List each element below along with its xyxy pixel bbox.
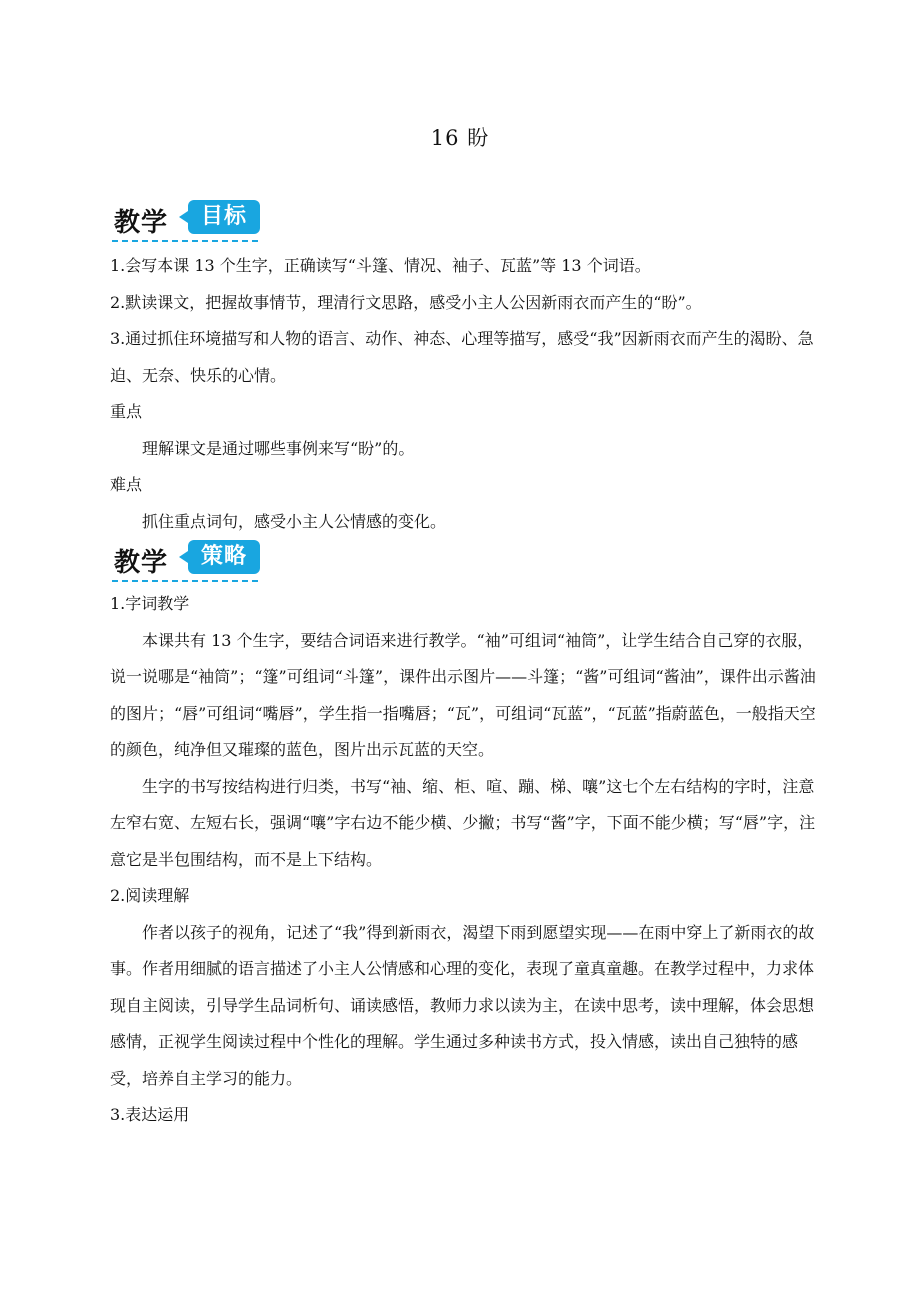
key-point-label: 重点	[110, 402, 143, 421]
section-heading-main: 教学	[114, 548, 169, 578]
strategy-paragraph: 作者以孩子的视角，记述了“我”得到新雨衣，渴望下雨到愿望实现——在雨中穿上了新雨衣的故事。作者用细腻的语言描述了小主人公情感和心理的变化，表现了童真童趣。在教学过程中，力求体现自主阅读，引导学生品词析句、诵读感悟，教师力求以读为主，在读中思考，读中理解，体会思想感情，正视学生阅读过程中个性化的理解。学生通过多种读书方式，投入情感，读出自己独特的感受，培养自主学习的能力。	[110, 922, 815, 1088]
difficulty-text: 抓住重点词句，感受小主人公情感的变化。	[142, 511, 447, 531]
section-heading-strategy	[112, 540, 262, 584]
goal-item-2: 2.默读课文，把握故事情节，理清行文思路，感受小主人公因新雨衣而产生的“盼”。	[110, 292, 702, 312]
goal-item-1: 1.会写本课 13 个生字，正确读写“斗篷、情况、袖子、瓦蓝”等 13 个词语。	[110, 256, 651, 275]
strategy-paragraph: 本课共有 13 个生字，要结合词语来进行教学。“袖”可组词“袖筒”，让学生结合自己穿的衣服，说一说哪是“袖筒”；“篷”可组词“斗篷”，课件出示图片——斗篷；“酱”可组词“酱油”，课件出示酱油的图片；“唇”可组词“嘴唇”，学生指一指嘴唇；“瓦”，可组词“瓦蓝”，“瓦蓝”指蔚蓝色，一般指天空的颜色，纯净但又璀璨的蓝色，图片出示瓦蓝的天空。	[110, 630, 816, 759]
section-heading-tag: 策略	[188, 540, 260, 574]
section-heading-goals	[112, 200, 262, 244]
difficulty-label: 难点	[110, 475, 143, 494]
strategy-heading-vocabulary: 1.字词教学	[110, 594, 190, 613]
lesson-title: 16 盼	[430, 126, 490, 150]
goal-item-3: 3.通过抓住环境描写和人物的语言、动作、神态、心理等描写，感受“我”因新雨衣而产生的渴盼、急迫、无奈、快乐的心情。	[110, 329, 814, 385]
key-point-text: 理解课文是通过哪些事例来写“盼”的。	[142, 438, 415, 458]
section-heading-main: 教学	[114, 208, 169, 238]
dashed-divider	[112, 240, 258, 242]
dashed-divider	[112, 580, 258, 582]
strategy-paragraph: 生字的书写按结构进行归类，书写“袖、缩、柜、喧、蹦、梯、嚷”这七个左右结构的字时，注意左窄右宽、左短右长，强调“嚷”字右边不能少横、少撇；书写“酱”字，下面不能少横；写“唇”字，注意它是半包围结构，而不是上下结构。	[110, 776, 816, 869]
goals-content	[110, 248, 820, 540]
strategy-content	[110, 586, 820, 1134]
strategy-heading-reading: 2.阅读理解	[110, 886, 190, 905]
section-heading-tag: 目标	[188, 200, 260, 234]
strategy-heading-expression: 3.表达运用	[110, 1105, 190, 1124]
